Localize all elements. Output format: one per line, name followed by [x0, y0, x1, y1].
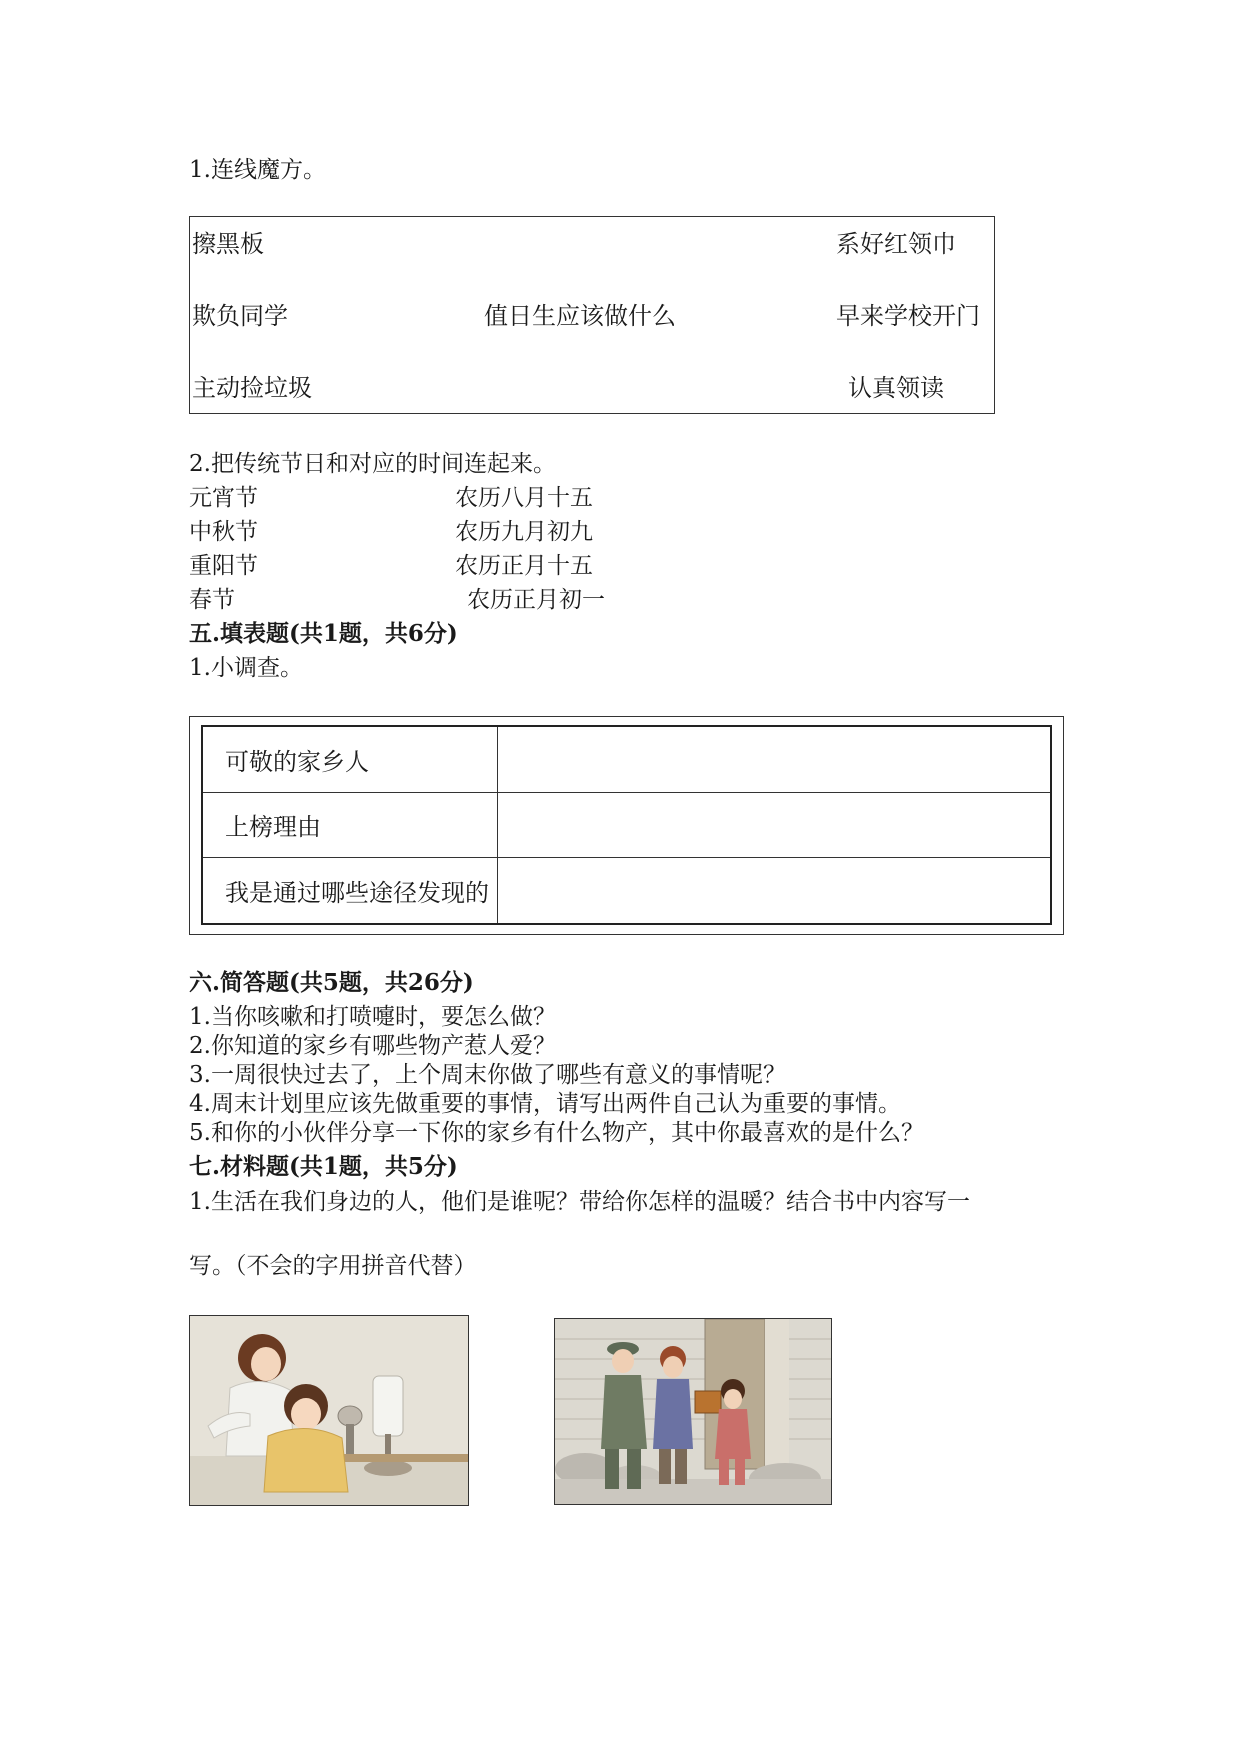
question-text: 1.当你咳嗽和打喷嚏时，要怎么做？: [189, 1004, 556, 1030]
match-left-item: 主动捡垃圾: [192, 374, 312, 402]
section-heading: 六.简答题(共5题，共26分): [189, 969, 474, 996]
question-text: 4.周末计划里应该先做重要的事情，请写出两件自己认为重要的事情。: [189, 1091, 901, 1117]
answer-cell[interactable]: [498, 792, 1052, 857]
festival-date: 农历八月十五: [455, 485, 593, 511]
question-text: 2.你知道的家乡有哪些物产惹人爱？: [189, 1033, 556, 1059]
question-text: 1.生活在我们身边的人，他们是谁呢？带给你怎样的温暖？结合书中内容写一: [189, 1189, 970, 1215]
festival-name: 重阳节: [189, 553, 258, 579]
question-text: 3.一周很快过去了，上个周末你做了哪些有意义的事情呢？: [189, 1062, 786, 1088]
match-center-item: 值日生应该做什么: [484, 302, 676, 330]
row-label: 上榜理由: [202, 792, 498, 857]
question-text: 5.和你的小伙伴分享一下你的家乡有什么物产，其中你最喜欢的是什么？: [189, 1120, 924, 1146]
match-right-item: 早来学校开门: [836, 302, 980, 330]
match-left-item: 欺负同学: [192, 302, 288, 330]
table-row: [202, 792, 1051, 857]
festival-date: 农历九月初九: [455, 519, 593, 545]
section-heading: 七.材料题(共1题，共5分): [189, 1153, 458, 1180]
table-row: [202, 858, 1051, 924]
question-text: 写。（不会的字用拼音代替）: [189, 1253, 477, 1279]
festival-date: 农历正月十五: [455, 553, 593, 579]
illustration-postman: [554, 1318, 832, 1505]
table-row: [202, 726, 1051, 792]
survey-table-frame: [189, 716, 1064, 935]
festival-name: 春节: [189, 587, 235, 613]
row-label: 可敬的家乡人: [202, 726, 498, 792]
survey-table: [201, 725, 1052, 925]
question-title: 1.小调查。: [189, 655, 303, 681]
question-title: 1.连线魔方。: [189, 157, 326, 183]
answer-cell[interactable]: [498, 858, 1052, 924]
illustration-barber: [189, 1315, 469, 1506]
match-right-item: 认真领读: [848, 374, 944, 402]
match-right-item: 系好红领巾: [836, 230, 956, 258]
matching-box: [189, 216, 995, 414]
festival-name: 中秋节: [189, 519, 258, 545]
festival-date: 农历正月初一: [467, 587, 605, 613]
row-label: 我是通过哪些途径发现的: [202, 858, 498, 924]
question-title: 2.把传统节日和对应的时间连起来。: [189, 451, 556, 477]
festival-name: 元宵节: [189, 485, 258, 511]
section-heading: 五.填表题(共1题，共6分): [189, 620, 458, 647]
answer-cell[interactable]: [498, 726, 1052, 792]
match-left-item: 擦黑板: [192, 230, 264, 258]
